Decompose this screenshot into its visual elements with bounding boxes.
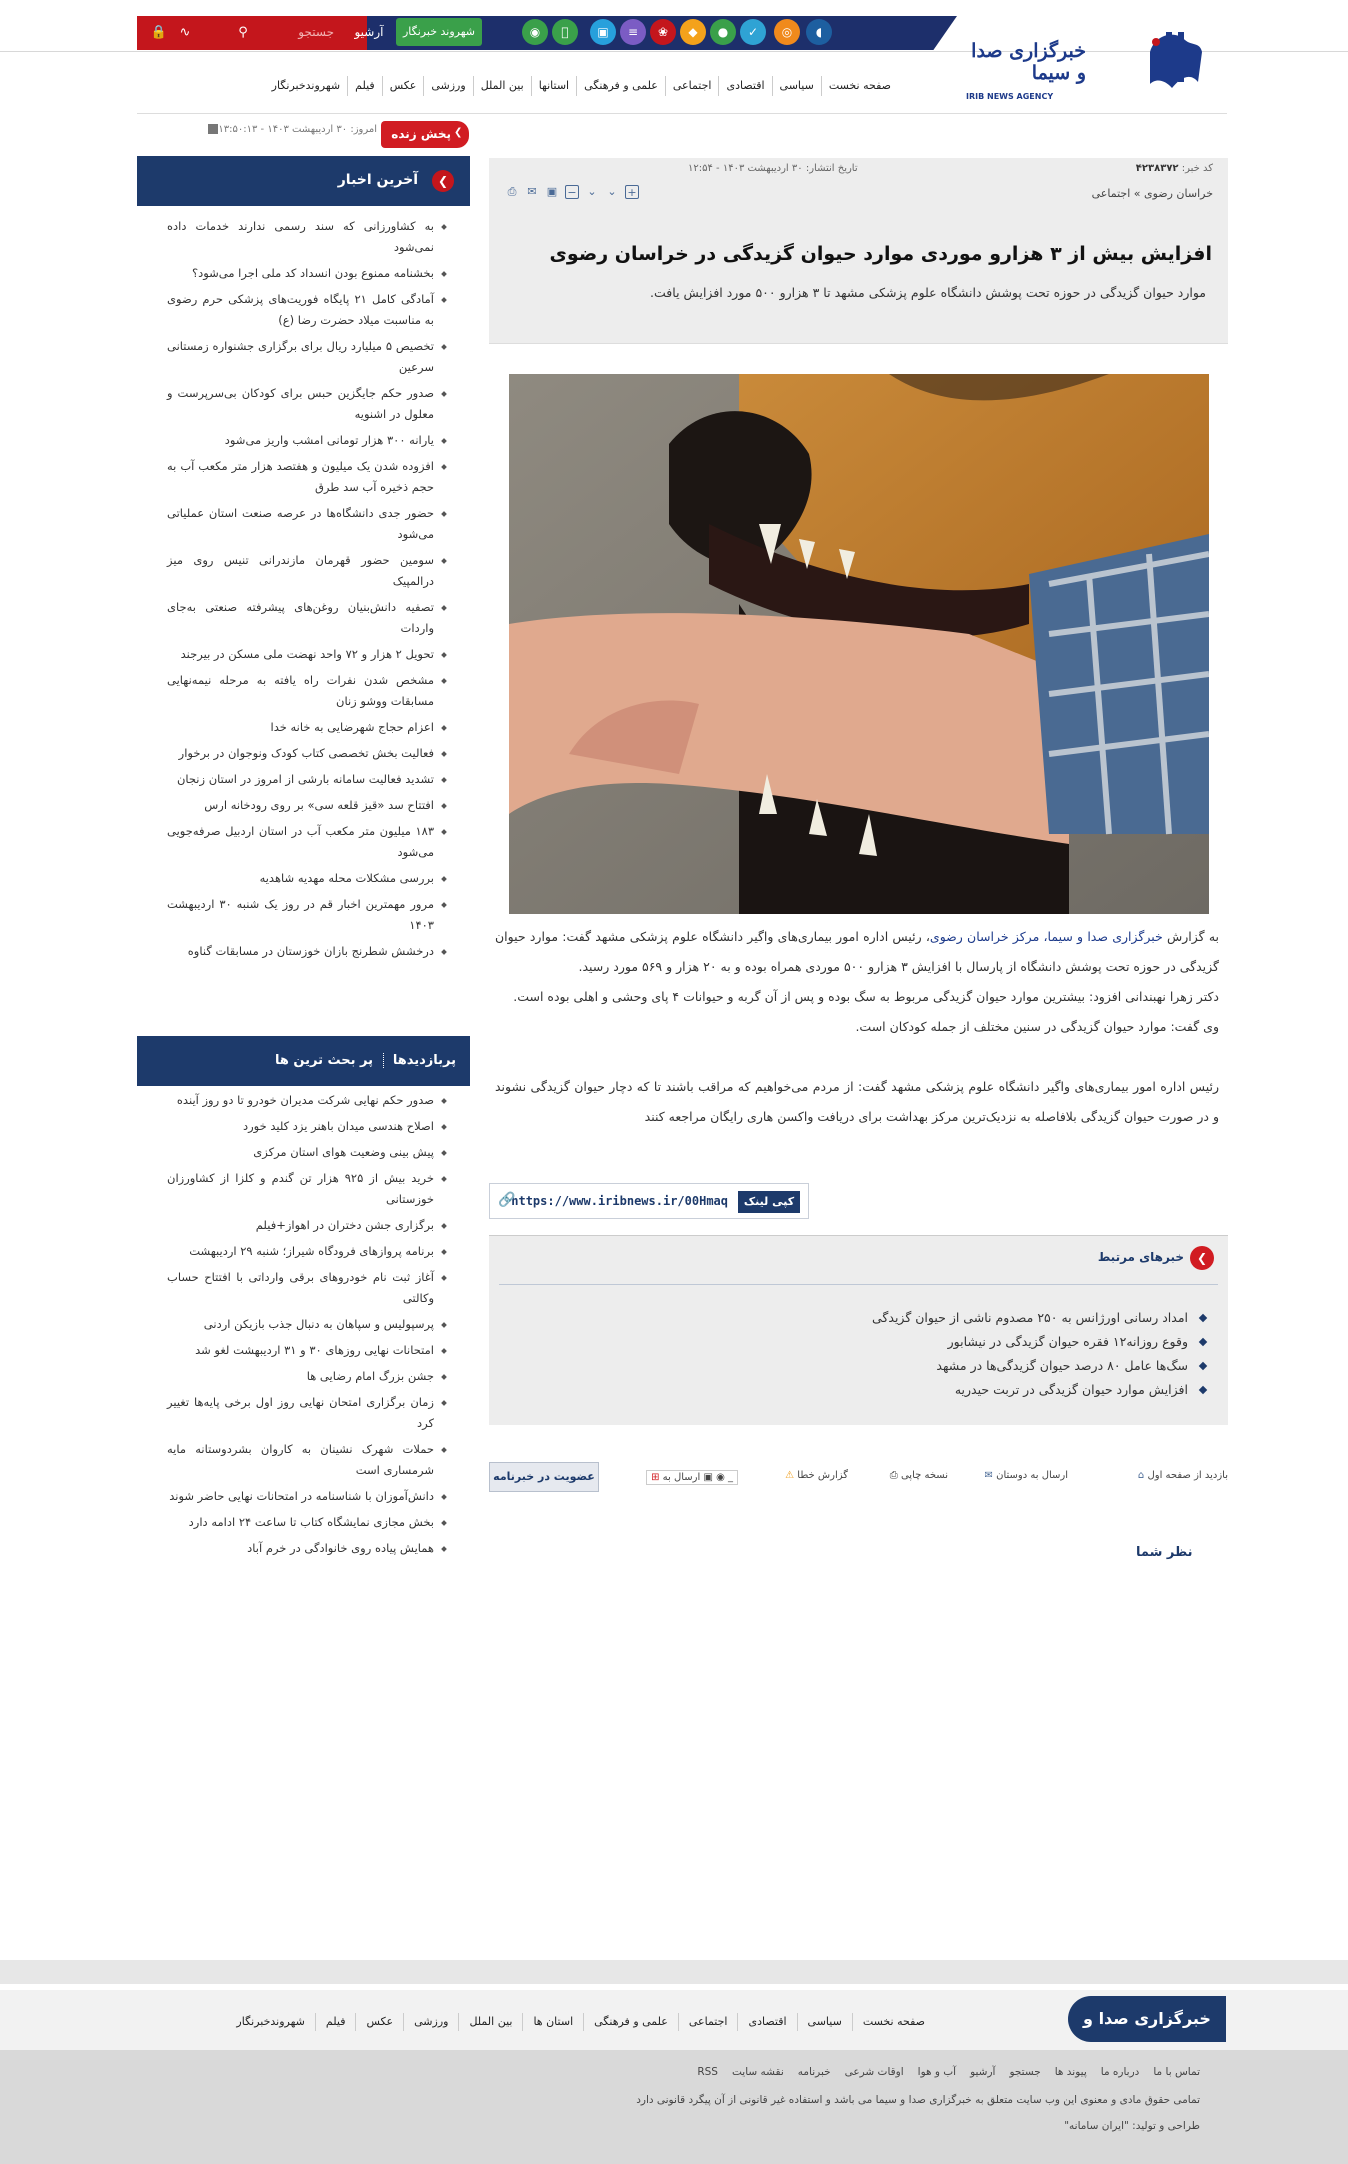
nav-home[interactable]: صفحه نخست [821,76,898,96]
list-item[interactable]: پرسپولیس و سپاهان به دنبال جذب بازیکن اردنی [137,1314,470,1335]
save-icon[interactable]: ▣ [546,185,558,198]
nav-social[interactable]: اجتماعی [665,76,719,96]
latest-news-title: آخرین اخبار [337,172,418,188]
footer-nav-culture[interactable]: علمی و فرهنگی [583,2013,678,2031]
list-item[interactable]: همایش پیاده روی خانوادگی در خرم آباد [137,1538,470,1559]
search-icon[interactable]: ⚲ [238,25,248,40]
divider [137,113,1227,114]
main-nav [0,70,898,102]
footer-link[interactable]: آب و هوا [917,2066,957,2078]
today-date [137,124,377,135]
apple-app-icon[interactable] [552,19,578,45]
tab-most-viewed[interactable]: پربازدیدها [392,1053,456,1068]
list-item[interactable]: تخصیص ۵ میلیارد ریال برای برگزاری جشنواره زمستانی سرعین [137,336,470,378]
lock-icon[interactable]: 🔒 [150,25,168,40]
chevron-left-icon: ❮ [1190,1246,1214,1270]
article-actions [489,1462,1228,1494]
nav-politics[interactable]: سیاسی [772,76,821,96]
design-credit: طراحی و تولید: "ایران سامانه" [1064,2120,1200,2132]
footer-nav-film[interactable]: فیلم [315,2013,356,2031]
footer-nav-home[interactable]: صفحه نخست [852,2013,935,2031]
popular-header [137,1036,470,1086]
article-body [495,922,1219,1132]
footer-link[interactable]: نقشه سایت [731,2066,784,2078]
article-photo [509,374,1209,914]
app-icon-1[interactable]: ▣ [590,19,616,45]
list-item[interactable]: صدور حکم نهایی شرکت مدیران خودرو تا دو روز آینده [137,1090,470,1111]
font-decrease-icon[interactable]: − [565,185,579,199]
share-icon: ⊞ [651,1472,660,1483]
footer-nav-photo[interactable]: عکس [355,2013,403,2031]
nav-economy[interactable]: اقتصادی [718,76,771,96]
print-icon[interactable]: ⎙ [507,185,517,198]
article-tools [505,185,639,203]
nav-photo[interactable]: عکس [382,76,424,96]
list-item[interactable]: اعزام حجاج شهرضایی به خانه خدا [137,717,470,738]
nav-citizen-reporter[interactable]: شهروندخبرنگار [271,79,341,92]
dog-bite-photo [509,374,1209,914]
list-item[interactable]: آمادگی کامل ۲۱ پایگاه فوریت‌های پزشکی حرم رضوی به مناسبت میلاد حضرت رضا (ع) [137,289,470,331]
footer-link[interactable]: RSS [697,2066,718,2078]
list-item[interactable]: سومین حضور قهرمان مازندرانی تنیس روی میز درالمپیک [137,550,470,592]
list-item[interactable]: بخش مجازی نمایشگاه کتاب تا ساعت ۲۴ ادامه دارد [137,1512,470,1533]
archive-link[interactable]: آرشیو [354,25,384,39]
report-error-action[interactable] [785,1470,848,1481]
chevron-left-icon: ❮ [454,127,463,138]
nav-provinces[interactable]: استانها [531,76,576,96]
list-item[interactable]: زمان برگزاری امتحان نهایی روز اول برخی پایه‌ها تغییر کرد [137,1392,470,1434]
source-link[interactable]: خبرگزاری صدا و سیما، مرکز خراسان رضوی [929,929,1163,944]
short-link-url[interactable]: https://www.iribnews.ir/00Hmaq [511,1194,728,1208]
news-code-value: ۴۲۳۸۳۷۲ [1135,163,1179,174]
app-icon-6[interactable]: ✓ [740,19,766,45]
today-text: امروز: ۳۰ اردیبهشت ۱۴۰۳ - ۱۳:۵۰:۱۳ [218,124,377,135]
app-icon-4[interactable]: ◆ [680,19,706,45]
list-item[interactable]: بررسی مشکلات محله مهدیه شاهدیه [137,868,470,889]
rss-icon[interactable]: ∿ [179,25,191,40]
news-code-label: کد خبر: [1181,163,1213,174]
article-title: افزایش بیش از ۳ هزارو موردی موارد حیوان گزیدگی در خراسان رضوی [549,243,1212,265]
list-item[interactable]: بخشنامه ممنوع بودن انسداد کد ملی اجرا می‌شود؟ [137,263,470,284]
related-news-list [872,1306,1208,1402]
send-label: ارسال به دوستان [996,1470,1068,1481]
footer-nav-provinces[interactable]: استان ها [522,2013,583,2031]
list-item[interactable]: برگزاری جشن دختران در اهواز+فیلم [137,1215,470,1236]
footer-nav-citizen[interactable]: شهروندخبرنگار [236,2015,305,2028]
article-lead: موارد حیوان گزیدگی در حوزه تحت پوشش دانشگاه علوم پزشکی مشهد تا ۳ هزارو ۵۰۰ مورد افزایش یافت. [650,285,1206,300]
live-stream-button[interactable]: پخش زنده [381,121,469,148]
list-item[interactable]: پیش بینی وضعیت هوای استان مرکزی [137,1142,470,1163]
p1-prefix: به گزارش [1162,929,1219,944]
footer-nav-international[interactable]: بین الملل [458,2013,522,2031]
footer-link[interactable]: آرشیو [970,2066,996,2078]
list-item[interactable]: برنامه پروازهای فرودگاه شیراز؛ شنبه ۲۹ اردیبهشت [137,1241,470,1262]
site-logo[interactable] [960,22,1208,108]
footer-link[interactable]: تماس با ما [1153,2066,1200,2078]
list-item[interactable]: تحویل ۲ هزار و ۷۲ واحد نهضت ملی مسکن در بیرجند [137,644,470,665]
logo-subtitle: IRIB NEWS AGENCY [966,92,1054,101]
font-increase-icon[interactable]: + [625,185,639,199]
citizen-reporter-button[interactable]: شهروند خبرنگار [396,18,482,46]
email-icon: ✉ [984,1470,993,1481]
footer-nav [0,2008,935,2036]
home-action[interactable] [1138,1470,1228,1481]
list-item[interactable]: فعالیت بخش تخصصی کتاب کودک ونوجوان در برخوار [137,743,470,764]
print-icon: ⎙ [889,1470,898,1481]
p1-rest: ، رئیس اداره امور بیماری‌های واگیر دانشگاه علوم پزشکی مشهد گفت: موارد حیوان گزیدگی در حوزه تحت پوشش دانشگاه از پارسال با افزایش ۳ هزارو ۵۰۰ موردی همراه بوده و به ۲۰ هزار و ۵۶۹ مورد رسید. [495,929,1219,974]
list-item[interactable]: امداد رسانی اورژانس به ۲۵۰ مصدوم ناشی از حیوان گزیدگی [872,1306,1208,1330]
paragraph-spacer [495,1042,1219,1072]
paragraph-3: وی گفت: موارد حیوان گزیدگی در سنین مختلف از جمله کودکان است. [855,1019,1219,1034]
list-item[interactable]: افتتاح سد «قیز قلعه سی» بر روی رودخانه ارس [137,795,470,816]
app-icon-5[interactable]: ● [710,19,736,45]
list-item[interactable]: مرور مهمترین اخبار قم در روز یک شنبه ۳۰ اردیبهشت ۱۴۰۳ [137,894,470,936]
list-item[interactable]: حضور جدی دانشگاه‌ها در عرصه صنعت استان عملیاتی می‌شود [137,503,470,545]
list-item[interactable]: به کشاورزانی که سند رسمی ندارند خدمات داده نمی‌شود [137,216,470,258]
home-icon: ⌂ [1137,1470,1145,1481]
social-icons: ▣ ◉ _ [703,1472,733,1483]
copy-link-button[interactable]: کپی لینک [738,1191,800,1213]
newsletter-join-button[interactable]: عضویت در خبرنامه [489,1462,599,1492]
share-action[interactable] [646,1470,738,1485]
list-item[interactable]: وقوع روزانه۱۲ فقره حیوان گزیدگی در نیشابور [872,1330,1208,1354]
related-news-title: خبرهای مرتبط [1097,1250,1184,1264]
list-item[interactable]: افزوده شدن یک میلیون و هفتصد هزار متر مکعب آب به حجم ذخیره آب سد طرق [137,456,470,498]
chevron-down-icon[interactable]: ⌄ [587,185,597,198]
list-item[interactable]: حملات شهرک نشینان به کاروان بشردوستانه مایه شرمساری است [137,1439,470,1481]
footer-nav-economy[interactable]: اقتصادی [737,2013,796,2031]
list-item[interactable]: آغاز ثبت نام خودروهای برقی وارداتی با افتتاح حساب وکالتی [137,1267,470,1309]
list-item[interactable]: افزایش موارد حیوان گزیدگی در تربت حیدریه [872,1378,1208,1402]
link-icon[interactable]: 🔗 [498,1192,516,1208]
divider [499,1284,1218,1285]
search-input[interactable]: جستجو [258,19,358,45]
footer-nav-social[interactable]: اجتماعی [678,2013,738,2031]
list-item[interactable]: دانش‌آموزان با شناسنامه در امتحانات نهایی حاضر شوند [137,1486,470,1507]
footer-logo[interactable]: خبرگزاری صدا و [1068,1996,1226,2042]
popular-news-list [137,1090,470,1564]
chevron-down-icon[interactable]: ⌄ [607,185,617,198]
app-icon-2[interactable]: ≡ [620,19,646,45]
footer-nav-politics[interactable]: سیاسی [797,2013,852,2031]
breadcrumb[interactable]: خراسان رضوی » اجتماعی [1091,187,1213,200]
list-item[interactable]: امتحانات نهایی روزهای ۳۰ و ۳۱ اردیبهشت لغو شد [137,1340,470,1361]
chevron-left-icon: ❮ [432,170,454,192]
email-icon[interactable]: ✉ [527,185,537,198]
list-item[interactable]: اصلاح هندسی میدان باهنر یزد کلید خورد [137,1116,470,1137]
paragraph-2: دکتر زهرا نهبندانی افزود: بیشترین موارد حیوان گزیدگی مربوط به سگ بوده و پس از آن گربه و حیوانات ۴ پای وحشی و اهلی بوده است. [513,989,1219,1004]
footer-link[interactable]: اوقات شرعی [844,2066,904,2078]
latest-news-list [137,216,470,967]
list-item[interactable]: صدور حکم جایگزین حبس برای کودکان بی‌سرپرست و معلول در اشنویه [137,383,470,425]
footer-link[interactable]: خبرنامه [797,2066,831,2078]
list-item[interactable]: ۱۸۳ میلیون متر مکعب آب در استان اردبیل صرفه‌جویی می‌شود [137,821,470,863]
list-item[interactable]: مشخص شدن نفرات راه یافته به مرحله نیمه‌نهایی مسابقات ووشو زنان [137,670,470,712]
nav-culture[interactable]: علمی و فرهنگی [576,76,665,96]
nav-international[interactable]: بین الملل [473,76,531,96]
share-label: ارسال به [662,1472,701,1483]
latest-news-header [137,156,470,206]
paragraph-1 [495,922,1219,982]
home-label: بازدید از صفحه اول [1147,1470,1228,1481]
list-item[interactable]: تصفیه دانش‌بنیان روغن‌های پیشرفته صنعتی به‌جای واردات [137,597,470,639]
print-action[interactable] [890,1470,948,1481]
list-item[interactable]: درخشش شطرنج بازان خوزستان در مسابقات گناوه [137,941,470,962]
footer-links [697,2066,1200,2078]
tab-most-discussed[interactable]: پر بحث ترین ها [275,1053,384,1068]
footer-link[interactable]: درباره ما [1100,2066,1140,2078]
print-label: نسخه چاپی [900,1470,948,1481]
list-item[interactable]: تشدید فعالیت سامانه بارشی از امروز در استان زنجان [137,769,470,790]
related-news [489,1235,1228,1425]
publish-date: تاریخ انتشار: ۳۰ اردیبهشت ۱۴۰۳ - ۱۲:۵۴ [688,163,858,174]
news-code [1136,163,1213,174]
nav-film[interactable]: فیلم [347,76,382,96]
nav-sports[interactable]: ورزشی [423,76,472,96]
logo-text: خبرگزاری صدا و سیما [971,40,1086,84]
footer-nav-sports[interactable]: ورزشی [403,2013,458,2031]
send-friends-action[interactable] [985,1470,1068,1481]
paragraph-4: رئیس اداره امور بیماری‌های واگیر دانشگاه علوم پزشکی مشهد گفت: از مردم می‌خواهیم که مراقب باشند تا که دچار حیوان گزیدگی نشوند و در صورت حیوان گزیدگی بلافاصله به نزدیک‌ترین مرکز بهداشت برای دریافت واکسن هاری رایگان مراجعه کنند [495,1079,1219,1124]
footer-link[interactable]: پیوند ها [1054,2066,1087,2078]
android-app-icon[interactable]: ◉ [522,19,548,45]
calendar-icon [208,124,218,134]
app-icon-8[interactable]: ◖ [806,19,832,45]
report-label: گزارش خطا [797,1470,848,1481]
list-item[interactable]: جشن بزرگ امام رضایی ها [137,1366,470,1387]
footer-strip [0,1960,1348,1984]
short-link-box [489,1183,809,1219]
comments-title: نظر شما [1136,1545,1193,1560]
app-icon-7[interactable]: ◎ [774,19,800,45]
app-icon-3[interactable]: ❀ [650,19,676,45]
list-item[interactable]: خرید بیش از ۹۲۵ هزار تن گندم و کلزا از کشاورزان خوزستانی [137,1168,470,1210]
copyright: تمامی حقوق مادی و معنوی این وب سایت متعلق به خبرگزاری صدا و سیما می باشد و استفاده غیر قانونی از آن پیگرد قانونی دارد [636,2094,1200,2106]
list-item[interactable]: سگ‌ها عامل ۸۰ درصد حیوان گزیدگی‌ها در مشهد [872,1354,1208,1378]
warning-icon: ⚠ [785,1470,795,1481]
list-item[interactable]: یارانه ۳۰۰ هزار تومانی امشب واریز می‌شود [137,430,470,451]
footer-link[interactable]: جستجو [1009,2066,1041,2078]
